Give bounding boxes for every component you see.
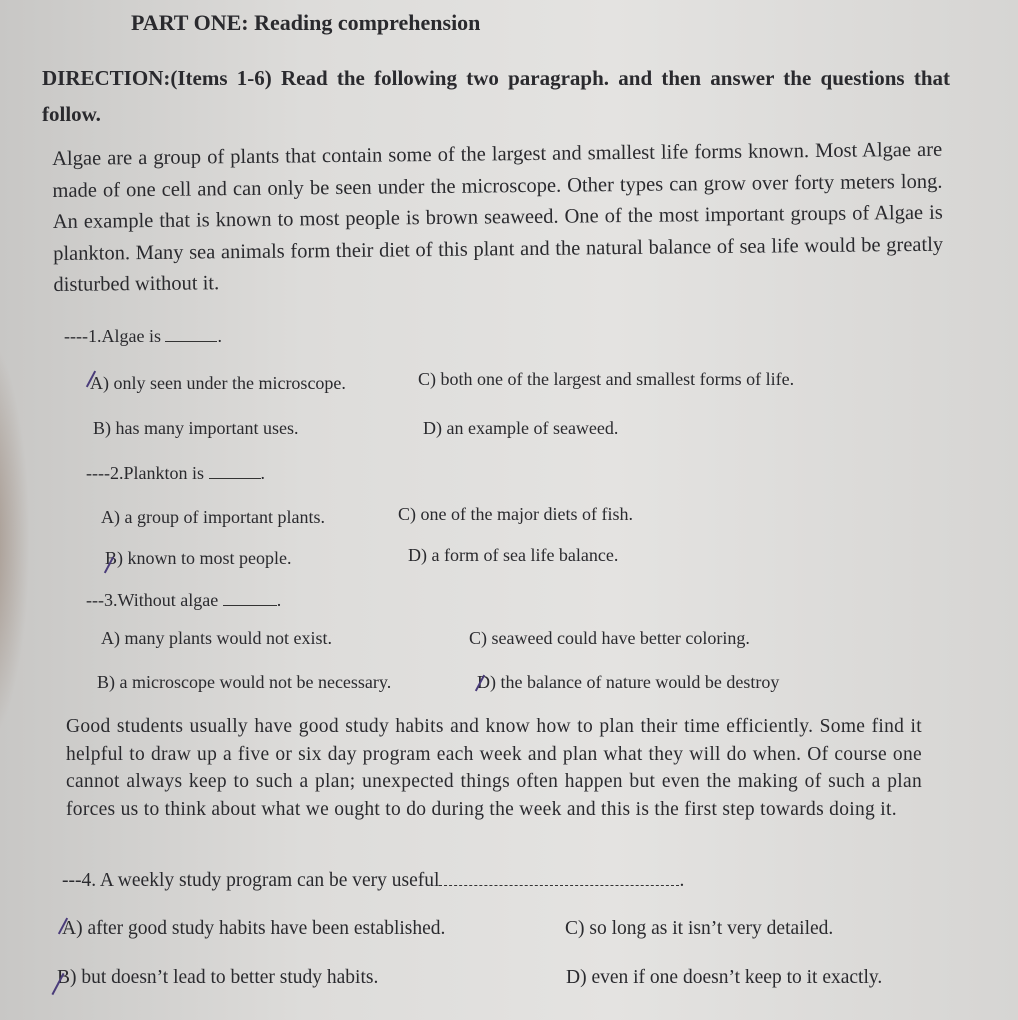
q1-option-d[interactable]: D) an example of seaweed. [423,418,619,438]
q4-option-b[interactable]: B) but doesn’t lead to better study habits. [57,967,379,988]
question-stem: Algae is [101,326,161,346]
question-2: ----2.Plankton is . [86,463,265,483]
q1-option-a[interactable]: A) only seen under the microscope. [90,373,346,393]
question-stem: A weekly study program can be very useful [99,870,440,891]
question-number: ---3. [86,590,118,610]
q2-option-a[interactable]: A) a group of important plants. [101,507,325,527]
q3-option-c[interactable]: C) seaweed could have better coloring. [469,628,750,648]
q1-option-b[interactable]: B) has many important uses. [93,418,299,438]
answer-blank[interactable] [439,885,679,886]
q2-option-b[interactable]: B) known to most people. [105,548,292,568]
question-stem: Plankton is [123,463,204,483]
question-3: ---3.Without algae . [86,590,282,610]
directions: DIRECTION:(Items 1-6) Read the following two paragraph. and then answer the questions that follow. [42,66,950,126]
q3-option-b[interactable]: B) a microscope would not be necessary. [97,672,392,692]
q2-option-d[interactable]: D) a form of sea life balance. [408,545,619,565]
question-stem: Without algae [117,590,219,610]
part-title: PART ONE: Reading comprehension [131,10,481,35]
q3-option-d[interactable]: D) the balance of nature would be destroy [477,672,780,692]
question-number: ---4. [62,870,97,891]
q2-option-c[interactable]: C) one of the major diets of fish. [398,504,633,524]
question-number: ----1. [64,326,102,346]
answer-blank[interactable] [165,341,217,342]
q4-option-d[interactable]: D) even if one doesn’t keep to it exactly. [566,967,883,988]
answer-blank[interactable] [209,478,261,479]
question-4: ---4. A weekly study program can be very useful . [62,870,685,891]
question-number: ----2. [86,463,124,483]
finger-shadow [0,330,30,750]
q4-option-c[interactable]: C) so long as it isn’t very detailed. [565,918,834,939]
passage-1: Algae are a group of plants that contain some of the largest and smallest life forms known. Most Algae are made of one cell and can only be seen under the microscope. Other types can grow over forty meters long. An example that is known to most people is brown seaweed. One of the most important groups of Algae is plankton. Many sea animals form their diet of this plant and the natural balance of sea life would be greatly disturbed without it. [52,138,944,296]
q1-option-c[interactable]: C) both one of the largest and smallest forms of life. [418,369,795,389]
q4-option-a[interactable]: A) after good study habits have been established. [62,918,446,939]
answer-blank[interactable] [223,605,277,606]
q3-option-a[interactable]: A) many plants would not exist. [101,628,332,648]
question-1: ----1.Algae is . [64,326,222,346]
passage-2: Good students usually have good study habits and know how to plan their time efficiently. Some find it helpful to draw up a five or six day program each week and plan what they will do when. Of course one cannot always keep to such a plan; unexpected things often happen but even the making of such a plan forces us to think about what we ought to do during the week and this is the first step towards doing it. [66,716,922,820]
